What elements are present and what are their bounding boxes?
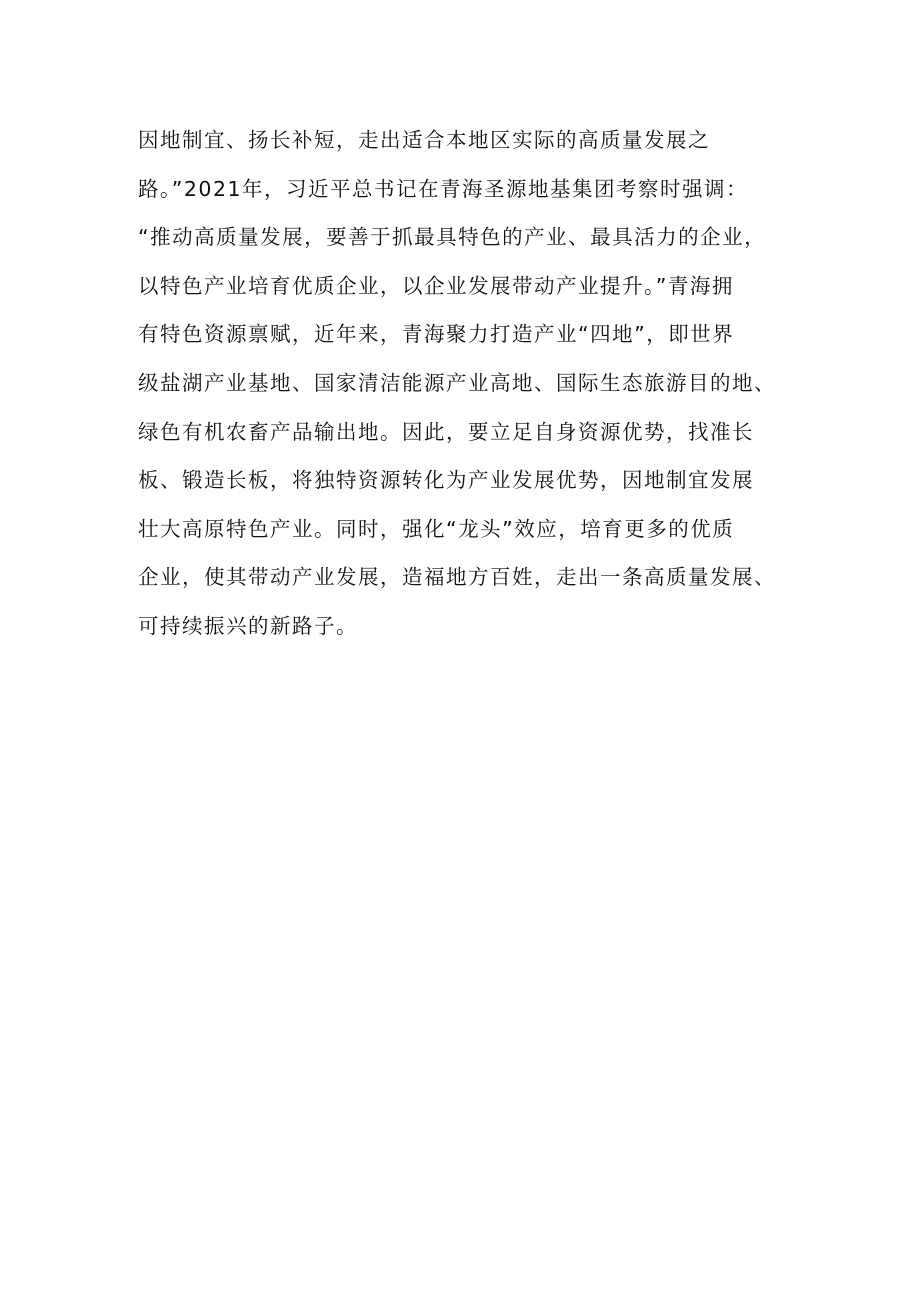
text-line: 有特色资源禀赋，近年来，青海聚力打造产业“四地”，即世界 — [138, 322, 735, 347]
text-line: 绿色有机农畜产品输出地。因此，要立足自身资源优势，找准长 — [138, 419, 754, 444]
text-line: 路。”2021年，习近平总书记在青海圣源地基集团考察时强调： — [138, 176, 749, 201]
text-line: 级盐湖产业基地、国家清洁能源产业高地、国际生态旅游目的地、 — [138, 370, 776, 395]
text-line: 因地制宜、扬长补短，走出适合本地区实际的高质量发展之 — [138, 128, 710, 152]
text-line: 壮大高原特色产业。同时，强化“龙头”效应，培育更多的优质 — [138, 516, 735, 541]
text-line: 可持续振兴的新路子。 — [138, 613, 358, 638]
text-line: 以特色产业培育优质企业，以企业发展带动产业提升。”青海拥 — [138, 273, 734, 298]
text-line: “推动高质量发展，要善于抓最具特色的产业、最具活力的企业， — [138, 225, 767, 250]
body-paragraph — [138, 116, 798, 651]
text-line: 板、锻造长板，将独特资源转化为产业发展优势，因地制宜发展 — [138, 468, 754, 493]
text-line: 企业，使其带动产业发展，造福地方百姓，走出一条高质量发展、 — [138, 565, 776, 590]
